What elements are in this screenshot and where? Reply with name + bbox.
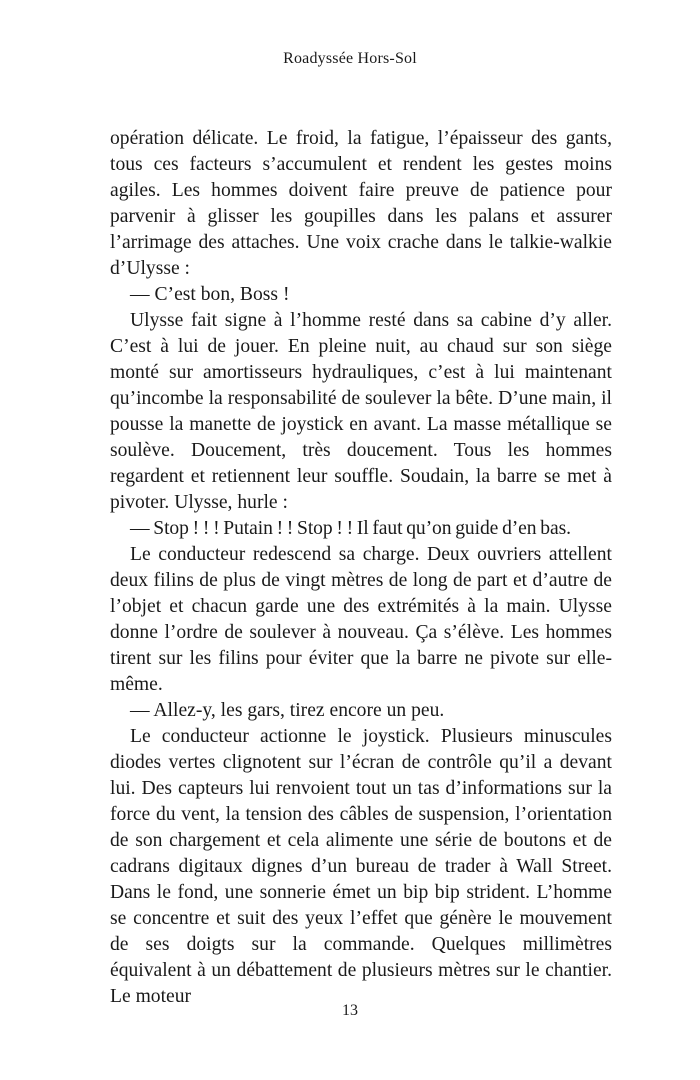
dialogue-line: — Stop ! ! ! Putain ! ! Stop ! ! Il faut qu’on guide d’en bas. <box>130 518 571 539</box>
paragraph-continuation: opération délicate. Le froid, la fatigue, l’épaisseur des gants, tous ces facteurs s’accumulent et rendent les gestes moins agiles. Les hommes doivent faire preuve de patience pour parvenir à glisser les goupilles dans les palans et assurer l’arrimage des attaches. Une voix crache dans le talkie-walkie d’Ulysse : <box>110 128 612 279</box>
dialogue-line: — Allez-y, les gars, tirez encore un peu. <box>130 700 445 721</box>
paragraph: Le conducteur redescend sa charge. Deux ouvriers attellent deux filins de plus de vingt mètres de long de part et d’autre de l’objet et chacun garde une des extrémités à la main. Ulysse donne l’ordre de soulever à nouveau. Ça s’élève. Les hommes tirent sur les filins pour éviter que la barre ne pivote sur elle-même. <box>110 544 612 695</box>
page-number: 13 <box>342 1002 358 1019</box>
paragraph: Le conducteur actionne le joystick. Plusieurs minuscules diodes vertes clignotent sur l’écran de contrôle qu’il a devant lui. Des capteurs lui renvoient tout un tas d’informations sur la force du vent, la tension des câbles de suspension, l’orientation de son chargement et cela alimente une série de boutons et de cadrans digitaux dignes d’un bureau de trader à Wall Street. Dans le fond, une sonnerie émet un bip bip strident. L’homme se concentre et suit des yeux l’effet que génère le mouvement de ses doigts sur la commande. Quelques millimètres équivalent à un débattement de plusieurs mètres sur le chantier. Le moteur <box>110 726 612 1007</box>
running-header: Roadyssée Hors-Sol <box>283 50 417 67</box>
body-text <box>110 126 612 1010</box>
dialogue-line: — C’est bon, Boss ! <box>130 284 290 305</box>
paragraph: Ulysse fait signe à l’homme resté dans sa cabine d’y aller. C’est à lui de jouer. En pleine nuit, au chaud sur son siège monté sur amortisseurs hydrauliques, c’est à lui maintenant qu’incombe la responsabilité de soulever la bête. D’une main, il pousse la manette de joystick en avant. La masse métallique se soulève. Doucement, très doucement. Tous les hommes regardent et retiennent leur souffle. Soudain, la barre se met à pivoter. Ulysse, hurle : <box>110 310 612 513</box>
